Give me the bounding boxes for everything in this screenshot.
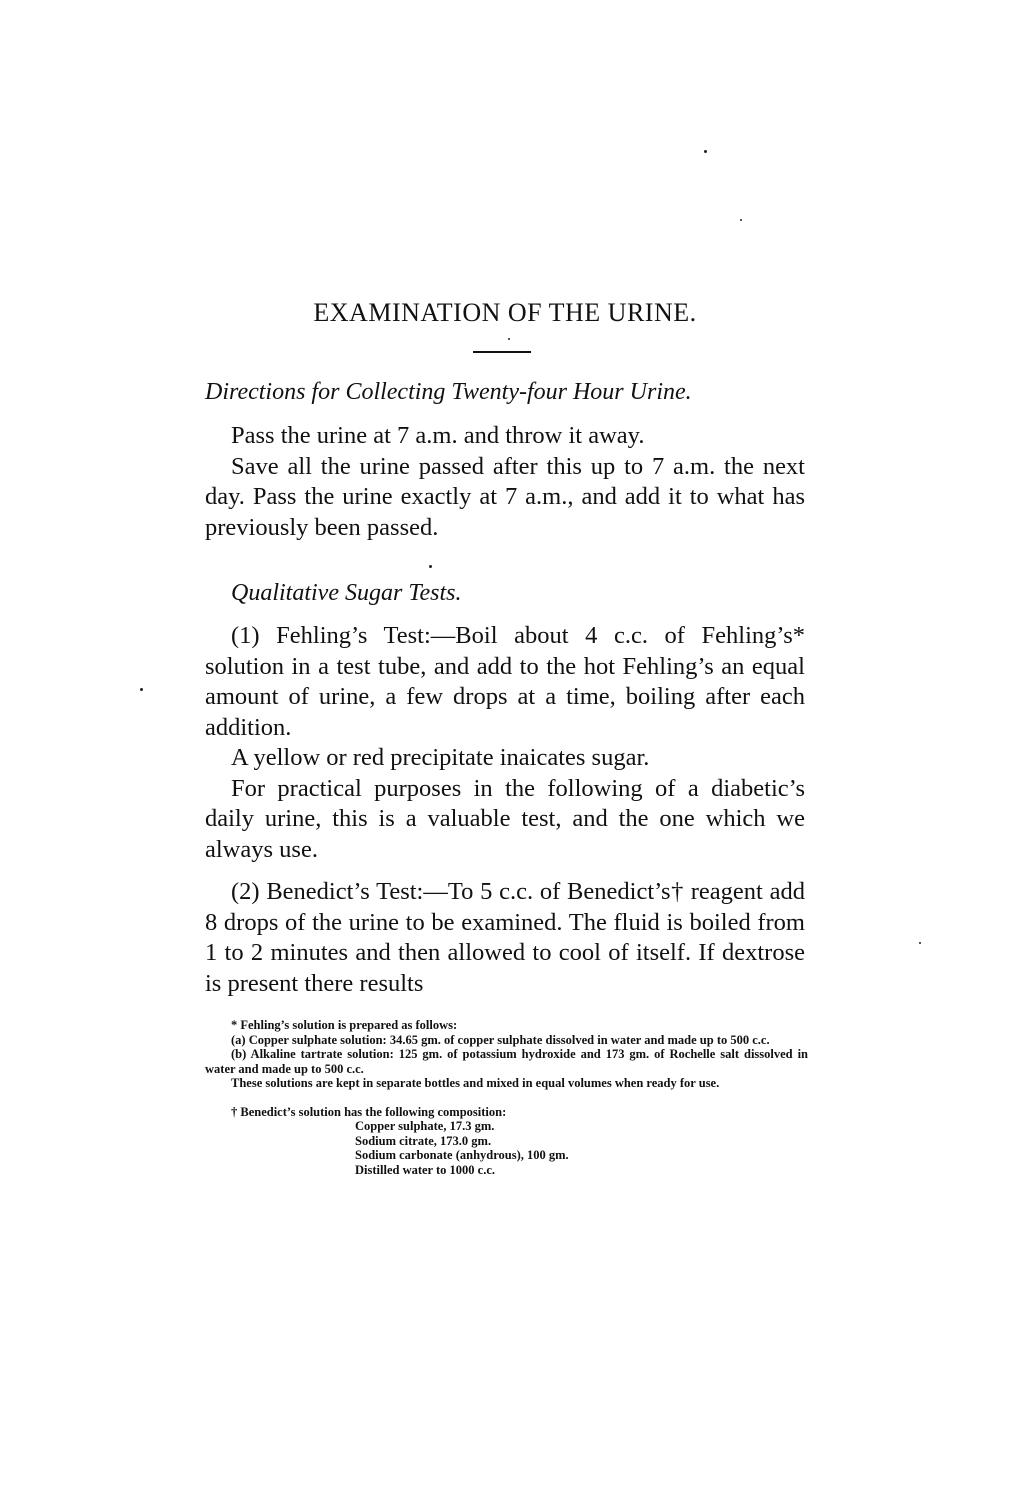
paragraph-save-urine: Save all the urine passed after this up to 7 a.m. the next day. Pass the urine exactly at 7 a.m., and add it to what has previously been passed. <box>205 452 805 541</box>
footnotes <box>205 1018 808 1177</box>
fehling-test-block <box>205 621 805 865</box>
footnote-benedict-item: Distilled water to 1000 c.c. <box>355 1162 496 1177</box>
page-title: EXAMINATION OF THE URINE. <box>313 298 697 327</box>
paragraph-fehling-result: A yellow or red precipitate inaicates sugar. <box>231 744 650 771</box>
paragraph-fehling-note: For practical purposes in the following of a diabetic’s daily urine, this is a valuable test, and the one which we always use. <box>205 774 805 863</box>
scan-speck <box>429 565 432 568</box>
paragraph-fehling-test: (1) Fehling’s Test:—Boil about 4 c.c. of Fehling’s* solution in a test tube, and add to the hot Fehling’s an equal amount of urine, a few drops at a time, boiling after each addition. <box>205 622 805 741</box>
footnote-fehling-a: (a) Copper sulphate solution: 34.65 gm. of copper sulphate dissolved in water and made up to 500 c.c. <box>231 1032 770 1047</box>
paragraph-benedict-test: (2) Benedict’s Test:—To 5 c.c. of Benedict’s† reagent add 8 drops of the urine to be examined. The fluid is boiled from 1 to 2 minutes and then allowed to cool of itself. If dextrose is present there results <box>205 878 805 997</box>
scan-speck <box>140 688 143 691</box>
section-heading-collection: Directions for Collecting Twenty-four Hour Urine. <box>205 379 692 405</box>
section-heading-sugar-tests: Qualitative Sugar Tests. <box>231 580 462 606</box>
title-rule <box>473 351 531 353</box>
paragraph-pass-urine: Pass the urine at 7 a.m. and throw it away. <box>231 422 645 449</box>
scan-speck <box>740 219 742 221</box>
scan-speck <box>508 338 510 340</box>
footnote-benedict-item: Copper sulphate, 17.3 gm. <box>355 1119 495 1133</box>
scan-speck <box>919 942 921 944</box>
scan-speck <box>704 150 707 153</box>
footnote-benedict-item: Sodium carbonate (anhydrous), 100 gm. <box>355 1148 569 1162</box>
footnote-fehling-c: These solutions are kept in separate bottles and mixed in equal volumes when ready for use. <box>231 1076 720 1090</box>
benedict-test-block <box>205 877 805 999</box>
footnote-benedict-intro: † Benedict’s solution has the following composition: <box>231 1104 507 1119</box>
collection-directions <box>205 421 805 543</box>
footnote-benedict-item: Sodium citrate, 173.0 gm. <box>355 1133 492 1148</box>
footnote-fehling-intro: * Fehling’s solution is prepared as follows: <box>231 1018 458 1032</box>
footnote-fehling-b: (b) Alkaline tartrate solution: 125 gm. of potassium hydroxide and 173 gm. of Rochelle salt dissolved in water and made up to 500 c.c. <box>205 1047 808 1076</box>
